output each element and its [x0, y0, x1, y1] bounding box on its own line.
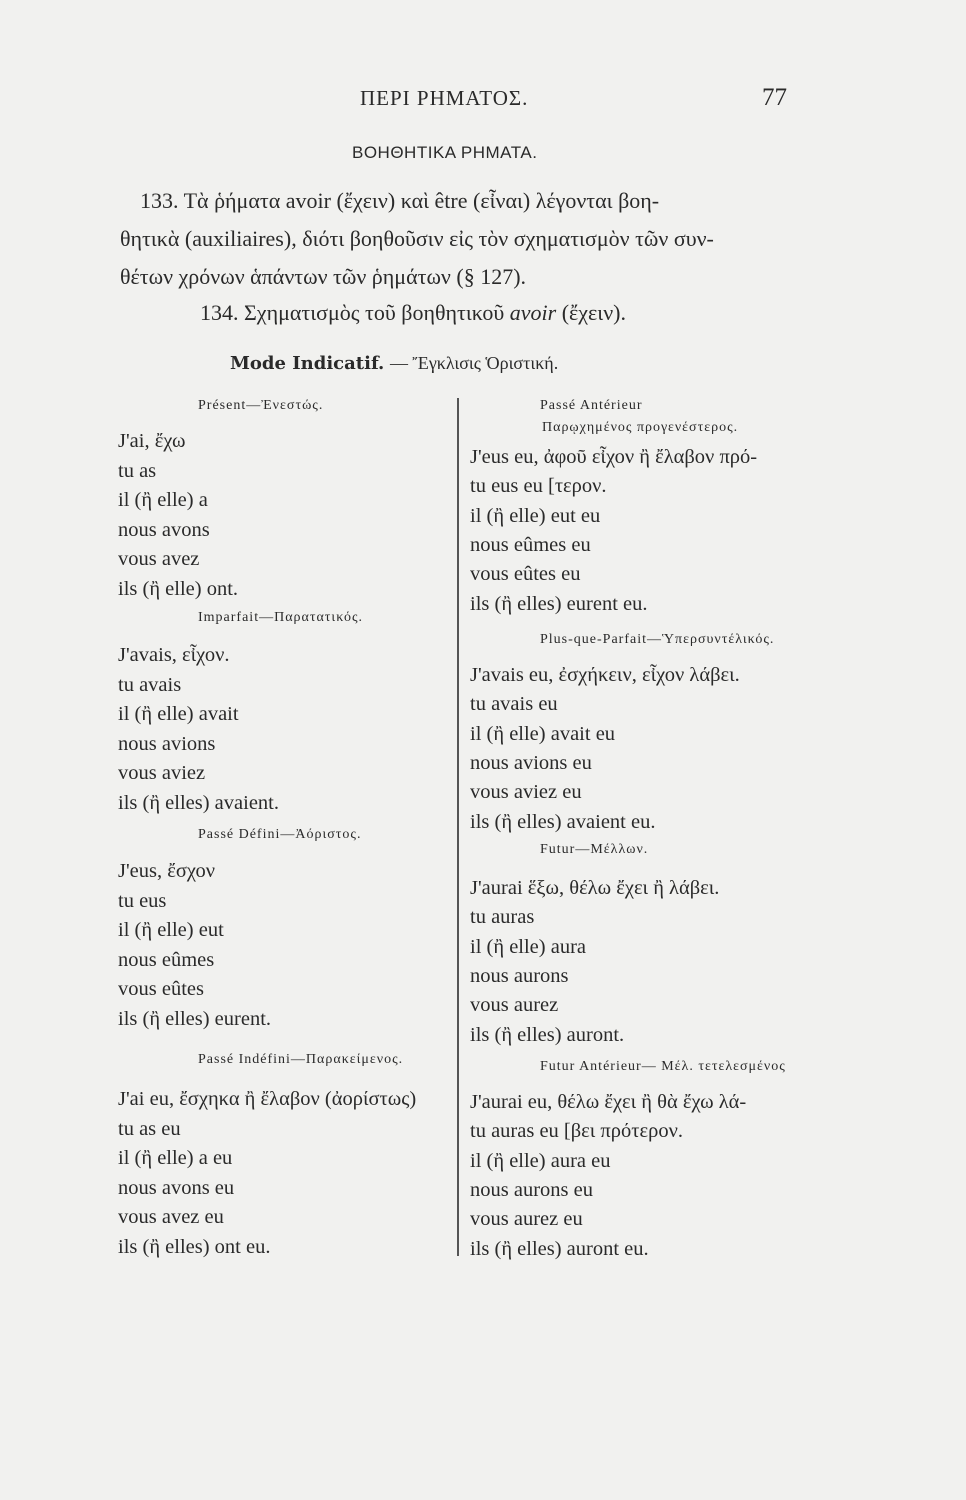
conjugation-form: tu avais [118, 673, 182, 696]
conjugation-form: vous aurez [470, 994, 559, 1017]
conjugation-form: tu as [118, 459, 157, 482]
conjugation-form: J'aurai eu, θέλω ἔχει ἢ θὰ ἔχω λά- [470, 1091, 747, 1113]
conjugation-form: J'eus, ἔσχον [118, 860, 216, 882]
conjugation-form: il (ἢ elle) a eu [118, 1147, 233, 1169]
conjugation-form: vous avez eu [118, 1206, 224, 1228]
tense-heading: Passé Défini—Ἀόριστος. [198, 827, 362, 842]
conjugation-form: J'aurai ἕξω, θέλω ἔχει ἢ λάβει. [470, 877, 720, 899]
conjugation-form: tu as eu [118, 1117, 181, 1140]
running-title: ΠΕΡΙ ΡΗΜΑΤΟΣ. [360, 86, 529, 110]
conjugation-form: tu eus [118, 889, 167, 912]
conjugation-form: il (ἢ elle) avait eu [470, 722, 616, 745]
conjugation-form: J'ai eu, ἔσχηκα ἢ ἔλαβον (ἀορίστως) [118, 1088, 417, 1110]
paragraph-133 [120, 182, 820, 296]
conjugation-form: vous aviez [118, 762, 206, 784]
conjugation-form: tu auras eu [βει πρότερον. [470, 1120, 683, 1143]
conjugation-form: nous aurons [470, 964, 569, 987]
conjugation-form: il (ἢ elle) eut eu [470, 504, 601, 527]
tense-heading: Imparfait—Παρατατικός. [198, 610, 363, 625]
conjugation-form: vous aviez eu [470, 781, 582, 804]
conjugation-form: il (ἢ elle) eut [118, 919, 224, 941]
conjugation-form: tu eus eu [τερον. [470, 475, 607, 498]
conjugation-form: J'eus eu, ἀφοῦ εἶχον ἢ ἔλαβον πρό- [470, 446, 758, 468]
tense-heading: Futur—Μέλλων. [540, 842, 649, 857]
tense-subheading: Παρῳχημένος προγενέστερος. [542, 420, 739, 435]
tense-heading: Passé Antérieur [540, 398, 643, 413]
conjugation-form: vous avez [118, 548, 200, 570]
paragraph-line: θέτων χρόνων ἁπάντων τῶν ῥημάτων (§ 127). [120, 264, 527, 289]
paragraph-134-text: 134. Σχηματισμὸς τοῦ βοηθητικοῦ [200, 300, 505, 325]
paragraph-134-gloss: (ἔχειν). [561, 300, 626, 325]
conjugation-form: ils (ἢ elles) eurent eu. [470, 592, 648, 615]
conjugation-form: il (ἢ elle) aura [470, 935, 587, 958]
conjugation-form: nous avons eu [118, 1176, 235, 1199]
conjugation-form: nous avons [118, 518, 210, 541]
paragraph-line: 133. Τὰ ῥήματα avoir (ἔχειν) καὶ être (εἶναι) λέγονται βοη- [140, 188, 660, 213]
paragraph-line: θητικὰ (auxiliaires), διότι βοηθοῦσιν εἰς τὸν σχηματισμὸν τῶν συν- [120, 226, 714, 251]
mode-heading [230, 353, 558, 374]
tense-heading: Passé Indéfini—Παρακείμενος. [198, 1052, 404, 1067]
conjugation-form: ils (ἢ elles) ont eu. [118, 1235, 271, 1258]
conjugation-form: nous avions [118, 732, 216, 755]
section-title: ΒΟΗΘΗΤΙΚΑ ΡΗΜΑΤΑ. [352, 143, 538, 162]
conjugation-form: ils (ἢ elles) avaient eu. [470, 810, 656, 833]
paragraph-134 [200, 300, 626, 326]
conjugation-form: il (ἢ elle) avait [118, 703, 239, 725]
mode-name-greek: — Ἔγκλισις Ὁριστική. [390, 353, 559, 373]
conjugation-form: ils (ἢ elles) auront eu. [470, 1237, 649, 1260]
conjugation-form: vous eûtes [118, 978, 204, 1000]
conjugation-form: nous aurons eu [470, 1178, 593, 1201]
paragraph-134-verb: avoir [509, 300, 557, 325]
conjugation-form: ils (ἢ elles) auront. [470, 1023, 625, 1046]
conjugation-form: nous avions eu [470, 751, 592, 774]
conjugation-form: ils (ἢ elle) ont. [118, 577, 239, 600]
conjugation-form: vous aurez eu [470, 1208, 583, 1231]
tense-heading: Plus-que-Parfait—Ὑπερσυντέλικός. [540, 632, 775, 647]
conjugation-form: tu avais eu [470, 693, 558, 716]
conjugation-form: J'avais eu, ἐσχήκειν, εἶχον λάβει. [470, 664, 740, 686]
conjugation-form: tu auras [470, 906, 535, 929]
conjugation-form: nous eûmes eu [470, 533, 591, 556]
conjugation-form: il (ἢ elle) aura eu [470, 1149, 611, 1172]
conjugation-form: vous eûtes eu [470, 563, 581, 586]
conjugation-form: J'ai, ἔχω [118, 430, 186, 452]
conjugation-form: ils (ἢ elles) eurent. [118, 1007, 272, 1030]
conjugation-form: nous eûmes [118, 948, 215, 971]
tense-heading: Futur Antérieur— Μέλ. τετελεσμένος [540, 1059, 786, 1074]
conjugation-form: il (ἢ elle) a [118, 489, 208, 511]
tense-heading: Présent—Ἐνεστώς. [198, 398, 324, 413]
conjugation-form: J'avais, εἶχον. [118, 644, 230, 666]
mode-name-french: Mode Indicatif. [230, 353, 385, 374]
running-header [0, 86, 966, 120]
page-number: 77 [762, 84, 787, 111]
column-divider [457, 398, 459, 1256]
conjugation-form: ils (ἢ elles) avaient. [118, 791, 279, 814]
